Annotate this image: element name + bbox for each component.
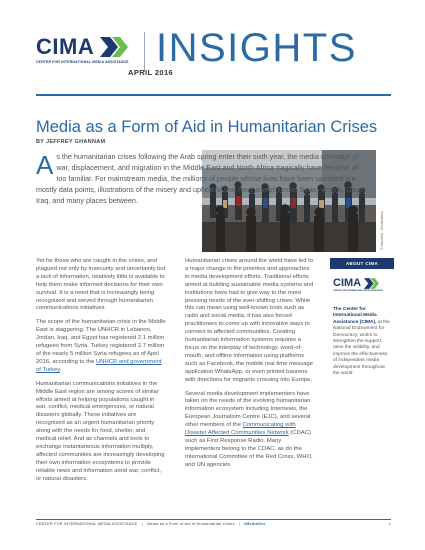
page-footer bbox=[36, 522, 391, 526]
byline: BY JEFFREY GHANNAM bbox=[36, 139, 106, 145]
issue-date: APRIL 2016 bbox=[128, 68, 174, 77]
sidebar-logo-wordmark: CIMA bbox=[333, 277, 362, 289]
sidebar-body: at the National Endowment for Democracy, works to strengthen the support, raise the visibility, and improve the effectiveness of independent media development throughout the world. bbox=[333, 319, 390, 377]
cdac-network-link[interactable]: Communicating with Disaster Affected Communities Network bbox=[185, 422, 296, 437]
drop-cap: A bbox=[36, 150, 54, 180]
sidebar-description bbox=[330, 307, 394, 377]
paragraph-text: Several media development implementers have taken on the needs of the evolving humanitarian information ecosystem including Internews, the European Journalism Centre (EJC), and several other members of the bbox=[185, 390, 311, 429]
footer-separator: | bbox=[142, 522, 144, 526]
paragraph bbox=[36, 319, 166, 374]
paragraph bbox=[185, 391, 315, 470]
paragraph: Yet for those who are caught in the crises, and plagued not only by insecurity and uncertainty but a lack of information, relatively little is available to help them make informed decisions for their own survival. It is a need that is increasingly being recognized and served through humanitarian communications initiatives. bbox=[36, 258, 166, 312]
body-column-2 bbox=[185, 258, 315, 476]
footer-hashtag: #MediaDev bbox=[243, 522, 266, 526]
photo-credit: © Imported - Shutterstock bbox=[380, 211, 384, 250]
lede-text: s the humanitarian crises following the Arab spring enter their sixth year, the media coverage of war, displacement, and migration in the Middle East and North Africa tragically have become all too familiar. For mainstream media, the millions of people whose lives have been upended are mostly data points, illustrations of the misery and upheaval that have swept across Syria, Yemen, Gaza, Iraq, and many places between. bbox=[36, 152, 366, 205]
footer-separator: | bbox=[238, 522, 240, 526]
sidebar-chevron-icon bbox=[364, 278, 380, 289]
series-title: INSIGHTS bbox=[156, 26, 357, 70]
header-divider bbox=[144, 32, 145, 72]
sidebar-cima-logo bbox=[330, 275, 394, 307]
chevron-logo-icon bbox=[100, 37, 130, 57]
article-title: Media as a Form of Aid in Humanitarian Crises bbox=[36, 118, 378, 136]
logo-subtitle: CENTER FOR INTERNATIONAL MEDIA ASSISTANCE bbox=[36, 60, 129, 64]
footer-org: CENTER FOR INTERNATIONAL MEDIA ASSISTANCE bbox=[36, 522, 138, 526]
sidebar-heading: ABOUT CIMA bbox=[330, 258, 394, 269]
footer-rule bbox=[36, 519, 391, 520]
footer-title: Media as a Form of Aid in Humanitarian Crises bbox=[147, 522, 235, 526]
paragraph: Humanitarian crises around the world have led to a major change in the priorities and approaches in media development efforts. Traditional efforts aimed at building sustainable media systems and institutions have had to give way to the more pressing needs of the ever-shifting crises. While this can mean using well-known tools such as radio and social media, it has also forced practitioners to come up with innovative ways to connect to affected communities. Creating humanitarian information systems requires a focus on the interplay of technology, word-of-mouth, and offline information using platforms such as Facebook, the mobile real time message application WhatsApp, or even printed banners with directions for migrants crossing into Europe. bbox=[185, 258, 314, 383]
title-rule bbox=[36, 94, 391, 96]
page-number: 1 bbox=[388, 522, 391, 526]
logo-wordmark: CIMA bbox=[36, 34, 95, 59]
paragraph-text-end: . bbox=[59, 366, 62, 373]
sidebar-org-name: The Center for International Media Assistance (CIMA), bbox=[333, 307, 377, 325]
body-column-1 bbox=[36, 258, 166, 489]
paragraph-text-end: (CDAC) such as First Response Radio. Many implementers belong to the CDAC, as do the International Committee of the Red Cross, WHO, and UN agencies bbox=[185, 430, 313, 468]
lede-paragraph bbox=[36, 152, 366, 207]
paragraph-text: The scope of the humanitarian crisis in the Middle East is staggering. The UNHCR in Lebanon, Jordan, Iraq, and Egypt has registered 2.1 million refugees from Syria. Turkey registered 2.7 million of the nearly 5 million Syria refugees as of April 2016, according to the bbox=[36, 319, 166, 365]
cima-logo bbox=[36, 34, 132, 74]
masthead bbox=[36, 26, 396, 86]
about-cima-sidebar bbox=[330, 258, 394, 377]
unhcr-turkey-link[interactable]: UNHCR and government of Turkey bbox=[36, 358, 162, 373]
sidebar-logo-subtitle: CENTER FOR INTERNATIONAL MEDIA ASSISTANCE bbox=[333, 290, 383, 292]
paragraph: Humanitarian communications initiatives in the Middle East region are among scores of similar efforts aimed at helping populations caught in war, conflict, medical emergencies, or natural disasters globally. These initiatives are recognized as an urgent humanitarian priority along with the needs for food, shelter, and medical relief. And as channels and tools to exchange instantaneous information multiply, affected communities are increasingly developing their own information ecosystems to provide reliable news and information amid war, conflict, or natural disasters. bbox=[36, 380, 165, 482]
